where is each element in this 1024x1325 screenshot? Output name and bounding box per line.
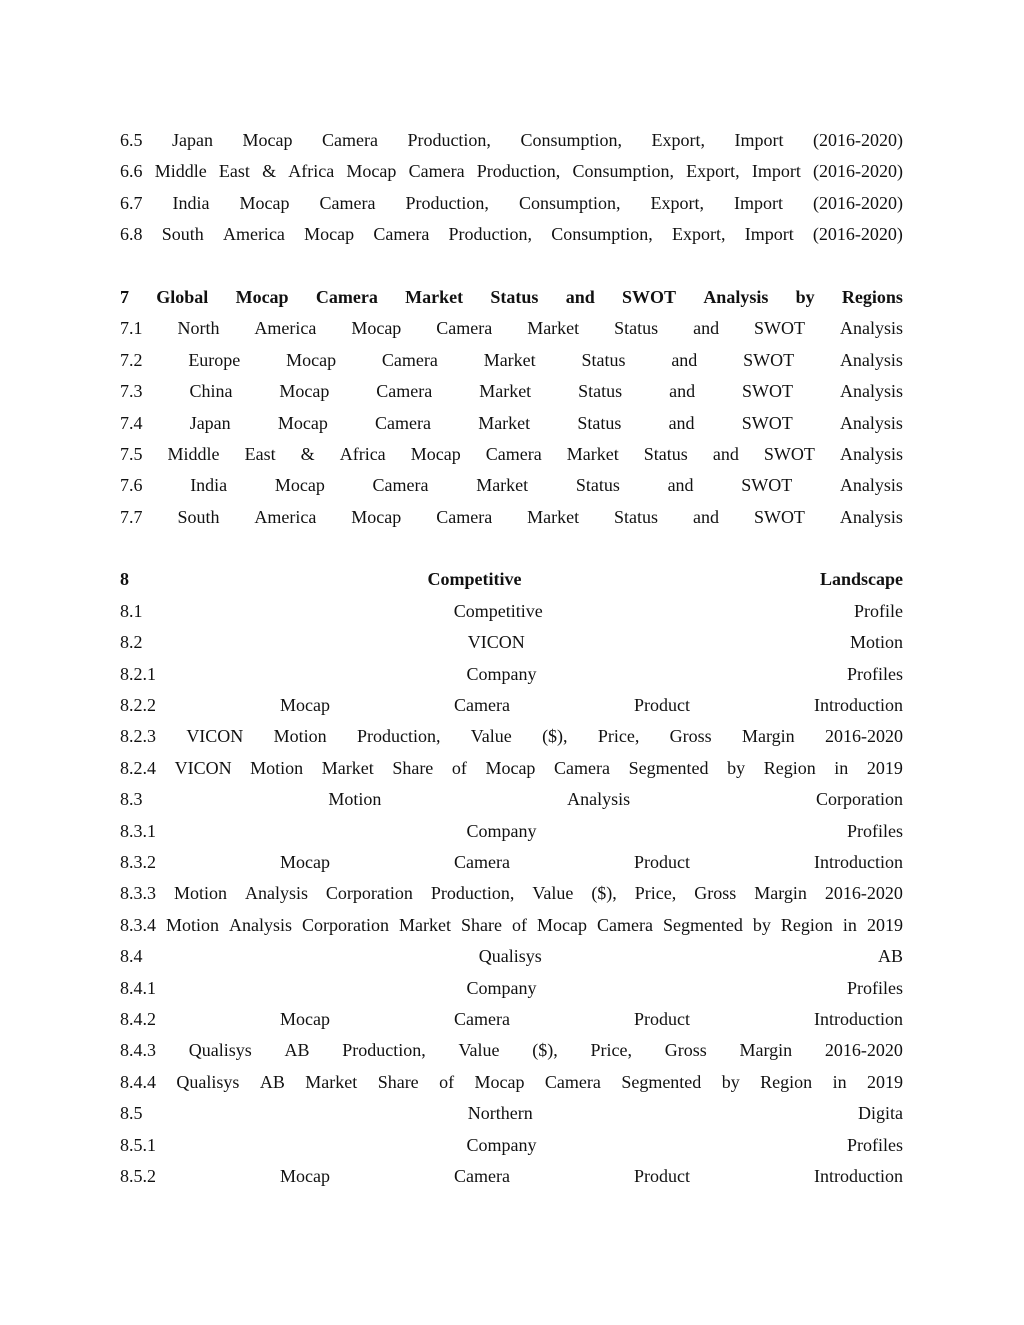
toc-word: India bbox=[190, 475, 228, 496]
toc-word: ($), bbox=[532, 1040, 558, 1061]
toc-word: 8.3.2 bbox=[120, 851, 156, 872]
section-spacer bbox=[120, 533, 903, 564]
toc-word: Profiles bbox=[847, 820, 903, 841]
toc-word: Camera bbox=[544, 1071, 601, 1092]
toc-word: Corporation bbox=[302, 914, 390, 935]
toc-entry bbox=[120, 878, 903, 909]
toc-word: Mocap bbox=[280, 1165, 330, 1186]
toc-word: Camera bbox=[554, 757, 610, 778]
toc-word: Import bbox=[751, 161, 801, 182]
toc-word: Analysis bbox=[703, 286, 769, 307]
toc-word: Status bbox=[578, 381, 623, 402]
toc-entry bbox=[120, 1098, 903, 1129]
toc-word: 8.4.4 bbox=[120, 1071, 156, 1092]
toc-word: (2016-2020) bbox=[812, 130, 903, 150]
toc-word: Camera bbox=[436, 318, 493, 339]
toc-word: and bbox=[693, 318, 720, 339]
toc-word: Mocap bbox=[351, 506, 402, 527]
toc-word: Camera bbox=[321, 130, 378, 150]
toc-entry bbox=[120, 659, 903, 690]
toc-word: Gross bbox=[664, 1040, 707, 1061]
toc-word: Motion bbox=[328, 789, 382, 810]
toc-word: Profiles bbox=[847, 977, 903, 998]
toc-word: Mocap bbox=[277, 412, 328, 433]
toc-entry bbox=[120, 502, 903, 533]
toc-word: in bbox=[842, 914, 857, 935]
toc-entry bbox=[120, 690, 903, 721]
toc-word: 6.6 bbox=[120, 161, 143, 182]
toc-word: Camera bbox=[375, 412, 431, 433]
toc-word: 8.2.2 bbox=[120, 695, 156, 716]
toc-word: Mocap bbox=[235, 286, 289, 307]
toc-word: Market bbox=[305, 1071, 358, 1092]
toc-word: Status bbox=[490, 286, 539, 307]
toc-word: Status bbox=[614, 506, 659, 527]
toc-word: (2016-2020) bbox=[813, 161, 903, 182]
toc-word: Segmented bbox=[621, 1071, 702, 1092]
toc-word: America bbox=[222, 224, 285, 245]
toc-word: Gross bbox=[669, 726, 712, 747]
toc-entry bbox=[120, 219, 903, 250]
toc-entry bbox=[120, 596, 903, 627]
toc-word: Market bbox=[566, 443, 619, 464]
toc-word: Camera bbox=[596, 914, 653, 935]
toc-word: Introduction bbox=[814, 1008, 903, 1029]
toc-word: Company bbox=[466, 977, 537, 998]
toc-word: Camera bbox=[436, 506, 493, 527]
toc-word: Mocap bbox=[286, 349, 337, 370]
toc-word: 6.8 bbox=[120, 224, 143, 245]
toc-word: SWOT bbox=[754, 318, 806, 339]
toc-word: Value bbox=[458, 1040, 500, 1061]
toc-word: SWOT bbox=[743, 349, 795, 370]
toc-entry bbox=[120, 1130, 903, 1161]
toc-entry bbox=[120, 125, 903, 156]
toc-word: Mocap bbox=[410, 443, 461, 464]
toc-word: Status bbox=[581, 349, 626, 370]
toc-word: Status bbox=[575, 475, 620, 496]
toc-word: by bbox=[721, 1071, 740, 1092]
toc-word: 8.3 bbox=[120, 789, 143, 810]
toc-word: Africa bbox=[339, 443, 386, 464]
toc-word: Motion bbox=[166, 914, 220, 935]
toc-word: Status bbox=[643, 443, 688, 464]
toc-entry bbox=[120, 627, 903, 658]
toc-word: Camera bbox=[454, 851, 510, 872]
toc-word: 8.1 bbox=[120, 600, 143, 621]
toc-word: Camera bbox=[454, 1008, 510, 1029]
toc-word: by bbox=[752, 914, 771, 935]
toc-word: 6.5 bbox=[120, 130, 143, 150]
toc-word: 8.2.3 bbox=[120, 726, 156, 747]
toc-word: of bbox=[511, 914, 527, 935]
toc-word: and bbox=[667, 475, 694, 496]
toc-word: Export, bbox=[650, 192, 704, 213]
toc-word: Consumption, bbox=[520, 130, 622, 150]
toc-entry bbox=[120, 753, 903, 784]
toc-word: 7 bbox=[120, 286, 129, 307]
toc-word: of bbox=[451, 757, 467, 778]
toc-word: Analysis bbox=[839, 475, 903, 496]
toc-word: Status bbox=[614, 318, 659, 339]
toc-word: Motion bbox=[849, 632, 903, 653]
toc-word: of bbox=[439, 1071, 455, 1092]
toc-word: Product bbox=[634, 1008, 690, 1029]
toc-word: ($), bbox=[542, 726, 568, 747]
toc-word: Africa bbox=[288, 161, 335, 182]
toc-word: Introduction bbox=[814, 1165, 903, 1186]
toc-word: Margin bbox=[742, 726, 795, 747]
toc-word: Mocap bbox=[351, 318, 402, 339]
toc-word: Product bbox=[634, 1165, 690, 1186]
toc-word: VICON bbox=[467, 632, 525, 653]
toc-word: Mocap bbox=[346, 161, 397, 182]
toc-word: Import bbox=[744, 224, 794, 245]
toc-word: SWOT bbox=[742, 381, 794, 402]
toc-word: Landscape bbox=[819, 569, 903, 590]
toc-word: 8.5.1 bbox=[120, 1134, 156, 1155]
toc-word: Product bbox=[634, 695, 690, 716]
toc-word: 7.1 bbox=[120, 318, 143, 339]
toc-word: 7.3 bbox=[120, 381, 143, 402]
toc-word: Qualisys bbox=[478, 946, 542, 967]
toc-word: Production, bbox=[430, 883, 515, 904]
toc-word: Analysis bbox=[839, 506, 903, 527]
toc-word: Market bbox=[476, 475, 529, 496]
toc-word: Production, bbox=[356, 726, 441, 747]
toc-word: Motion bbox=[173, 883, 227, 904]
toc-word: Import bbox=[733, 192, 783, 213]
toc-word: Analysis bbox=[839, 443, 903, 464]
toc-word: East bbox=[218, 161, 250, 182]
toc-word: Price, bbox=[597, 726, 640, 747]
toc-entry bbox=[120, 408, 903, 439]
toc-word: Mocap bbox=[279, 381, 330, 402]
toc-word: Qualisys bbox=[176, 1071, 240, 1092]
toc-word: Market bbox=[405, 286, 464, 307]
toc-word: Europe bbox=[188, 349, 241, 370]
toc-word: 7.5 bbox=[120, 443, 143, 464]
toc-word: & bbox=[300, 443, 315, 464]
toc-entry bbox=[120, 784, 903, 815]
toc-word: Company bbox=[466, 1134, 537, 1155]
toc-word: Mocap bbox=[242, 130, 293, 150]
toc-word: Segmented bbox=[628, 757, 709, 778]
toc-word: and bbox=[668, 412, 695, 433]
toc-word: Consumption, bbox=[518, 192, 621, 213]
toc-word: Gross bbox=[694, 883, 737, 904]
toc-word: Market bbox=[527, 318, 580, 339]
toc-word: Segmented bbox=[662, 914, 743, 935]
toc-word: Value bbox=[470, 726, 512, 747]
toc-word: Share bbox=[392, 757, 434, 778]
toc-word: 8.4.3 bbox=[120, 1040, 156, 1061]
toc-word: Analysis bbox=[839, 412, 903, 433]
toc-word: 7.2 bbox=[120, 349, 143, 370]
toc-word: Camera bbox=[372, 475, 429, 496]
toc-word: Qualisys bbox=[188, 1040, 252, 1061]
toc-word: Introduction bbox=[814, 695, 903, 716]
toc-word: Motion bbox=[250, 757, 304, 778]
toc-word: SWOT bbox=[753, 506, 805, 527]
toc-word: 7.6 bbox=[120, 475, 143, 496]
toc-word: SWOT bbox=[741, 475, 793, 496]
toc-word: East bbox=[244, 443, 276, 464]
toc-word: Camera bbox=[315, 286, 378, 307]
toc-word: 2016-2020 bbox=[824, 1040, 903, 1061]
toc-word: Competitive bbox=[427, 569, 522, 590]
toc-word: Global bbox=[156, 286, 209, 307]
toc-word: Camera bbox=[381, 349, 438, 370]
toc-word: Corporation bbox=[816, 789, 903, 810]
toc-entry bbox=[120, 910, 903, 941]
toc-word: Competitive bbox=[453, 600, 543, 621]
toc-word: 8 bbox=[120, 569, 129, 590]
toc-word: Camera bbox=[408, 161, 465, 182]
toc-word: Mocap bbox=[474, 1071, 525, 1092]
toc-entry bbox=[120, 1161, 903, 1192]
toc-word: Margin bbox=[739, 1040, 793, 1061]
toc-word: 8.4.2 bbox=[120, 1008, 156, 1029]
toc-word: Middle bbox=[154, 161, 207, 182]
toc-word: Margin bbox=[754, 883, 807, 904]
toc-word: 8.5 bbox=[120, 1103, 143, 1124]
toc-word: Region bbox=[760, 1071, 813, 1092]
toc-word: 2019 bbox=[867, 1071, 903, 1092]
toc-word: Regions bbox=[841, 286, 903, 307]
toc-word: Analysis bbox=[229, 914, 293, 935]
toc-word: Import bbox=[734, 130, 784, 150]
toc-word: Mocap bbox=[485, 757, 536, 778]
toc-entry bbox=[120, 1035, 903, 1066]
toc-entry bbox=[120, 439, 903, 470]
toc-word: Camera bbox=[376, 381, 433, 402]
toc-word: Mocap bbox=[239, 192, 290, 213]
toc-word: AB bbox=[877, 946, 903, 967]
toc-word: Price, bbox=[634, 883, 677, 904]
toc-word: 2019 bbox=[866, 914, 903, 935]
toc-word: Camera bbox=[454, 1165, 510, 1186]
toc-entry bbox=[120, 470, 903, 501]
toc-word: Region bbox=[763, 757, 816, 778]
toc-word: America bbox=[254, 318, 317, 339]
toc-word: (2016-2020) bbox=[812, 192, 903, 213]
toc-entry bbox=[120, 345, 903, 376]
toc-word: Mocap bbox=[304, 224, 355, 245]
toc-word: Export, bbox=[651, 130, 705, 150]
toc-word: Market bbox=[399, 914, 451, 935]
toc-word: 8.3.1 bbox=[120, 820, 156, 841]
toc-word: Profile bbox=[854, 600, 903, 621]
toc-entry bbox=[120, 973, 903, 1004]
toc-word: Mocap bbox=[280, 1008, 330, 1029]
toc-word: Analysis bbox=[839, 349, 903, 370]
toc-section-heading bbox=[120, 282, 903, 313]
toc-word: 7.4 bbox=[120, 412, 143, 433]
toc-word: Share bbox=[461, 914, 502, 935]
toc-word: 8.3.3 bbox=[120, 883, 156, 904]
toc-word: Status bbox=[577, 412, 622, 433]
toc-word: 6.7 bbox=[120, 192, 143, 213]
toc-word: Market bbox=[321, 757, 374, 778]
toc-word: Market bbox=[527, 506, 580, 527]
toc-word: India bbox=[172, 192, 210, 213]
table-of-contents bbox=[120, 125, 903, 1192]
toc-word: Japan bbox=[189, 412, 231, 433]
toc-word: Production, bbox=[448, 224, 533, 245]
toc-word: Market bbox=[483, 349, 536, 370]
toc-word: Consumption, bbox=[551, 224, 653, 245]
toc-word: and bbox=[671, 349, 698, 370]
toc-word: and bbox=[693, 506, 719, 527]
toc-word: Camera bbox=[373, 224, 430, 245]
toc-entry bbox=[120, 1067, 903, 1098]
toc-word: South bbox=[161, 224, 204, 245]
toc-word: Introduction bbox=[814, 851, 903, 872]
toc-entry bbox=[120, 847, 903, 878]
toc-word: Profiles bbox=[847, 663, 903, 684]
toc-word: Region bbox=[780, 914, 833, 935]
toc-word: 7.7 bbox=[120, 506, 143, 527]
toc-word: and bbox=[565, 286, 595, 307]
toc-word: and bbox=[669, 381, 696, 402]
toc-word: 8.2 bbox=[120, 632, 143, 653]
toc-word: Share bbox=[377, 1071, 419, 1092]
toc-entry bbox=[120, 376, 903, 407]
toc-word: 8.4 bbox=[120, 946, 143, 967]
toc-word: 8.4.1 bbox=[120, 977, 156, 998]
toc-word: Production, bbox=[476, 161, 561, 182]
toc-word: Price, bbox=[590, 1040, 632, 1061]
toc-word: and bbox=[712, 443, 739, 464]
toc-word: 8.3.4 bbox=[120, 914, 156, 935]
toc-word: Consumption, bbox=[572, 161, 674, 182]
toc-word: 2019 bbox=[866, 757, 903, 778]
toc-word: Production, bbox=[342, 1040, 426, 1061]
toc-word: Market bbox=[478, 412, 531, 433]
toc-word: VICON bbox=[174, 757, 232, 778]
toc-word: China bbox=[189, 381, 233, 402]
toc-word: AB bbox=[259, 1071, 285, 1092]
toc-word: 2016-2020 bbox=[824, 883, 903, 904]
toc-word: Mocap bbox=[274, 475, 325, 496]
toc-word: Camera bbox=[485, 443, 542, 464]
toc-word: Value bbox=[532, 883, 574, 904]
toc-word: South bbox=[177, 506, 220, 527]
toc-word: Company bbox=[466, 663, 537, 684]
toc-entry bbox=[120, 188, 903, 219]
toc-entry bbox=[120, 313, 903, 344]
toc-word: VICON bbox=[186, 726, 244, 747]
toc-word: Analysis bbox=[244, 883, 308, 904]
toc-word: SWOT bbox=[763, 443, 815, 464]
toc-word: Production, bbox=[405, 192, 489, 213]
toc-word: (2016-2020) bbox=[812, 224, 903, 245]
toc-word: Mocap bbox=[536, 914, 587, 935]
toc-entry bbox=[120, 721, 903, 752]
toc-word: Analysis bbox=[840, 318, 903, 339]
toc-word: Corporation bbox=[325, 883, 413, 904]
toc-word: AB bbox=[284, 1040, 310, 1061]
toc-word: Digita bbox=[857, 1103, 903, 1124]
toc-word: Camera bbox=[454, 695, 510, 716]
toc-word: Middle bbox=[167, 443, 220, 464]
toc-word: North bbox=[177, 318, 220, 339]
toc-word: America bbox=[254, 506, 317, 527]
toc-word: by bbox=[727, 757, 746, 778]
toc-word: Company bbox=[466, 820, 537, 841]
toc-word: in bbox=[834, 757, 849, 778]
toc-word: Mocap bbox=[280, 851, 330, 872]
toc-word: in bbox=[832, 1071, 847, 1092]
toc-word: Export, bbox=[671, 224, 726, 245]
toc-entry bbox=[120, 941, 903, 972]
toc-word: 8.2.4 bbox=[120, 757, 156, 778]
toc-word: 8.2.1 bbox=[120, 663, 156, 684]
toc-section-heading bbox=[120, 564, 903, 595]
toc-word: Analysis bbox=[839, 381, 903, 402]
toc-word: Analysis bbox=[567, 789, 631, 810]
toc-word: Profiles bbox=[847, 1134, 903, 1155]
toc-word: ($), bbox=[591, 883, 617, 904]
toc-word: Japan bbox=[172, 130, 213, 150]
toc-word: 2016-2020 bbox=[824, 726, 903, 747]
toc-entry bbox=[120, 1004, 903, 1035]
toc-word: Northern bbox=[467, 1103, 533, 1124]
toc-word: Mocap bbox=[280, 695, 330, 716]
toc-word: 8.5.2 bbox=[120, 1165, 156, 1186]
toc-word: SWOT bbox=[622, 286, 677, 307]
toc-word: Camera bbox=[319, 192, 376, 213]
section-spacer bbox=[120, 251, 903, 282]
toc-word: Export, bbox=[686, 161, 740, 182]
toc-word: Market bbox=[479, 381, 532, 402]
toc-word: Product bbox=[634, 851, 690, 872]
toc-word: Motion bbox=[273, 726, 327, 747]
toc-word: by bbox=[795, 286, 815, 307]
toc-entry bbox=[120, 156, 903, 187]
toc-word: SWOT bbox=[741, 412, 793, 433]
toc-entry bbox=[120, 816, 903, 847]
toc-word: Production, bbox=[407, 130, 491, 150]
toc-word: & bbox=[262, 161, 277, 182]
